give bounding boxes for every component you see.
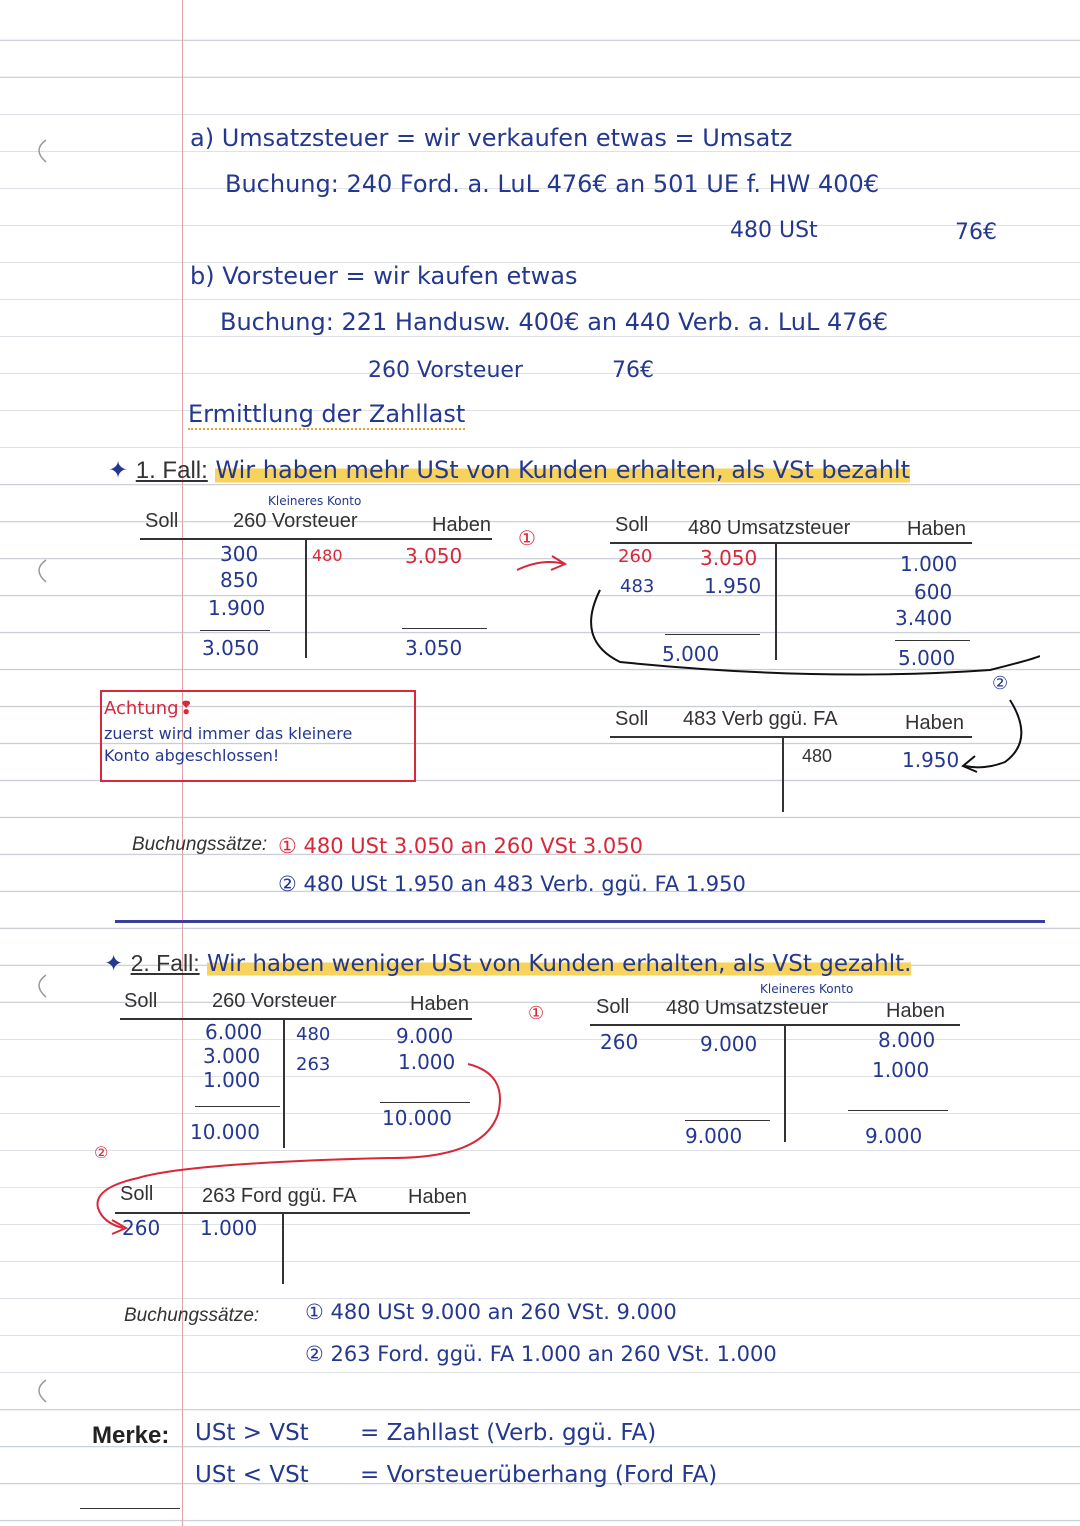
ref-account: 260 xyxy=(600,1030,639,1054)
amount: 3.050 xyxy=(405,544,463,568)
ust-booking-line2-right: 76€ xyxy=(955,220,997,245)
amount: 600 xyxy=(914,580,953,604)
fall2-small-note: Kleineres Konto xyxy=(760,982,854,996)
amount: 1.000 xyxy=(200,1216,258,1240)
amount: 1.950 xyxy=(902,748,960,772)
t-account-title: 260 Vorsteuer xyxy=(233,510,358,532)
bookings-label: Buchungssätze: xyxy=(124,1305,260,1326)
merke-line2-right: = Vorsteuerüberhang (Ford FA) xyxy=(360,1462,718,1488)
fall2-text: Wir haben weniger USt von Kunden erhalten, als VSt gezahlt. xyxy=(206,951,912,977)
merke-line1-left: USt > VSt xyxy=(195,1420,309,1446)
amount: 9.000 xyxy=(700,1032,758,1056)
amount: 1.900 xyxy=(208,596,266,620)
amount: 8.000 xyxy=(878,1028,936,1052)
total: 9.000 xyxy=(685,1124,743,1148)
fall1-small-note: Kleineres Konto xyxy=(268,494,362,508)
bookings-label: Buchungssätze: xyxy=(132,834,268,855)
ref-account: 480 xyxy=(296,1024,331,1045)
ust-booking-line1: Buchung: 240 Ford. a. LuL 476€ an 501 UE f. HW 400€ xyxy=(225,170,880,198)
t-haben-label: Haben xyxy=(905,712,964,734)
warning-text-2: Konto abgeschlossen! xyxy=(104,746,280,765)
amount: 6.000 xyxy=(205,1020,263,1044)
ref-account: 260 xyxy=(618,546,653,567)
fall1-text: Wir haben mehr USt von Kunden erhalten, als VSt bezahlt xyxy=(215,456,911,484)
t-haben-label: Haben xyxy=(886,1000,945,1022)
t-soll-label: Soll xyxy=(145,510,179,532)
amount: 1.000 xyxy=(872,1058,930,1082)
amount: 300 xyxy=(220,542,259,566)
t-haben-label: Haben xyxy=(408,1186,467,1208)
marker-two: ② xyxy=(992,673,1009,694)
amount: 1.000 xyxy=(203,1068,261,1092)
ref-account: 263 xyxy=(296,1054,331,1075)
ref-account: 480 xyxy=(312,546,343,565)
amount: 850 xyxy=(220,568,259,592)
t-soll-label: Soll xyxy=(615,708,649,730)
t-account-title: 263 Ford ggü. FA xyxy=(202,1185,357,1207)
t-account-title: 260 Vorsteuer xyxy=(212,990,337,1012)
total: 9.000 xyxy=(865,1124,923,1148)
t-soll-label: Soll xyxy=(120,1183,154,1205)
t-haben-label: Haben xyxy=(907,518,966,540)
total: 10.000 xyxy=(382,1106,452,1130)
amount: 1.000 xyxy=(398,1050,456,1074)
vst-booking-line2-left: 260 Vorsteuer xyxy=(368,358,523,383)
t-soll-label: Soll xyxy=(615,514,649,536)
amount: 1.950 xyxy=(704,574,762,598)
warning-text-1: zuerst wird immer das kleinere xyxy=(104,724,353,743)
amount: 3.400 xyxy=(895,606,953,630)
ref-account: 483 xyxy=(620,576,655,597)
t-soll-label: Soll xyxy=(596,996,630,1018)
fall2-header: ✦ 2. Fall: Wir haben weniger USt von Kunden erhalten, als VSt gezahlt. xyxy=(104,950,912,977)
zahllast-heading: Ermittlung der Zahllast xyxy=(188,400,466,428)
vst-booking-line2-right: 76€ xyxy=(612,358,654,383)
merke-label: Merke: xyxy=(92,1422,170,1449)
total: 5.000 xyxy=(898,646,956,670)
marker-two-left: ② xyxy=(94,1143,109,1162)
total: 5.000 xyxy=(662,642,720,666)
t-account-title: 483 Verb ggü. FA xyxy=(683,708,838,730)
t-haben-label: Haben xyxy=(432,514,491,536)
total: 3.050 xyxy=(202,636,260,660)
amount: 1.000 xyxy=(900,552,958,576)
marker-one: ① xyxy=(528,1003,545,1024)
ust-booking-line2-left: 480 USt xyxy=(730,218,818,243)
binder-holes-icon xyxy=(0,0,60,1526)
vst-definition: b) Vorsteuer = wir kaufen etwas xyxy=(190,262,578,290)
vst-booking-line1: Buchung: 221 Handusw. 400€ an 440 Verb. a. LuL 476€ xyxy=(220,308,889,336)
booking-entry-1: ① 480 USt 3.050 an 260 VSt 3.050 xyxy=(278,834,643,858)
merke-line2-left: USt < VSt xyxy=(195,1462,309,1488)
t-account-title: 480 Umsatzsteuer xyxy=(666,997,829,1019)
warning-title: Achtung❢ xyxy=(104,698,194,719)
amount: 9.000 xyxy=(396,1024,454,1048)
amount: 3.000 xyxy=(203,1044,261,1068)
amount: 3.050 xyxy=(700,546,758,570)
marker-one: ① xyxy=(518,526,536,550)
booking-entry-1: ① 480 USt 9.000 an 260 VSt. 9.000 xyxy=(305,1300,677,1324)
t-account-title: 480 Umsatzsteuer xyxy=(688,517,851,539)
booking-entry-2: ② 480 USt 1.950 an 483 Verb. ggü. FA 1.950 xyxy=(278,872,746,896)
fall2-label: 2. Fall: xyxy=(130,950,200,976)
ref-account: 480 xyxy=(802,746,833,766)
ref-account: 260 xyxy=(122,1216,161,1240)
section-divider xyxy=(115,920,1045,923)
booking-entry-2: ② 263 Ford. ggü. FA 1.000 an 260 VSt. 1.000 xyxy=(305,1342,777,1366)
total: 10.000 xyxy=(190,1120,260,1144)
ust-definition: a) Umsatzsteuer = wir verkaufen etwas = Umsatz xyxy=(190,124,793,152)
t-haben-label: Haben xyxy=(410,993,469,1015)
t-soll-label: Soll xyxy=(124,990,158,1012)
total: 3.050 xyxy=(405,636,463,660)
fall1-label: 1. Fall: xyxy=(135,457,208,484)
fall1-header: ✦ 1. Fall: Wir haben mehr USt von Kunden erhalten, als VSt bezahlt xyxy=(108,456,911,484)
merke-line1-right: = Zahllast (Verb. ggü. FA) xyxy=(360,1420,657,1446)
arrow-right-icon xyxy=(512,550,572,580)
